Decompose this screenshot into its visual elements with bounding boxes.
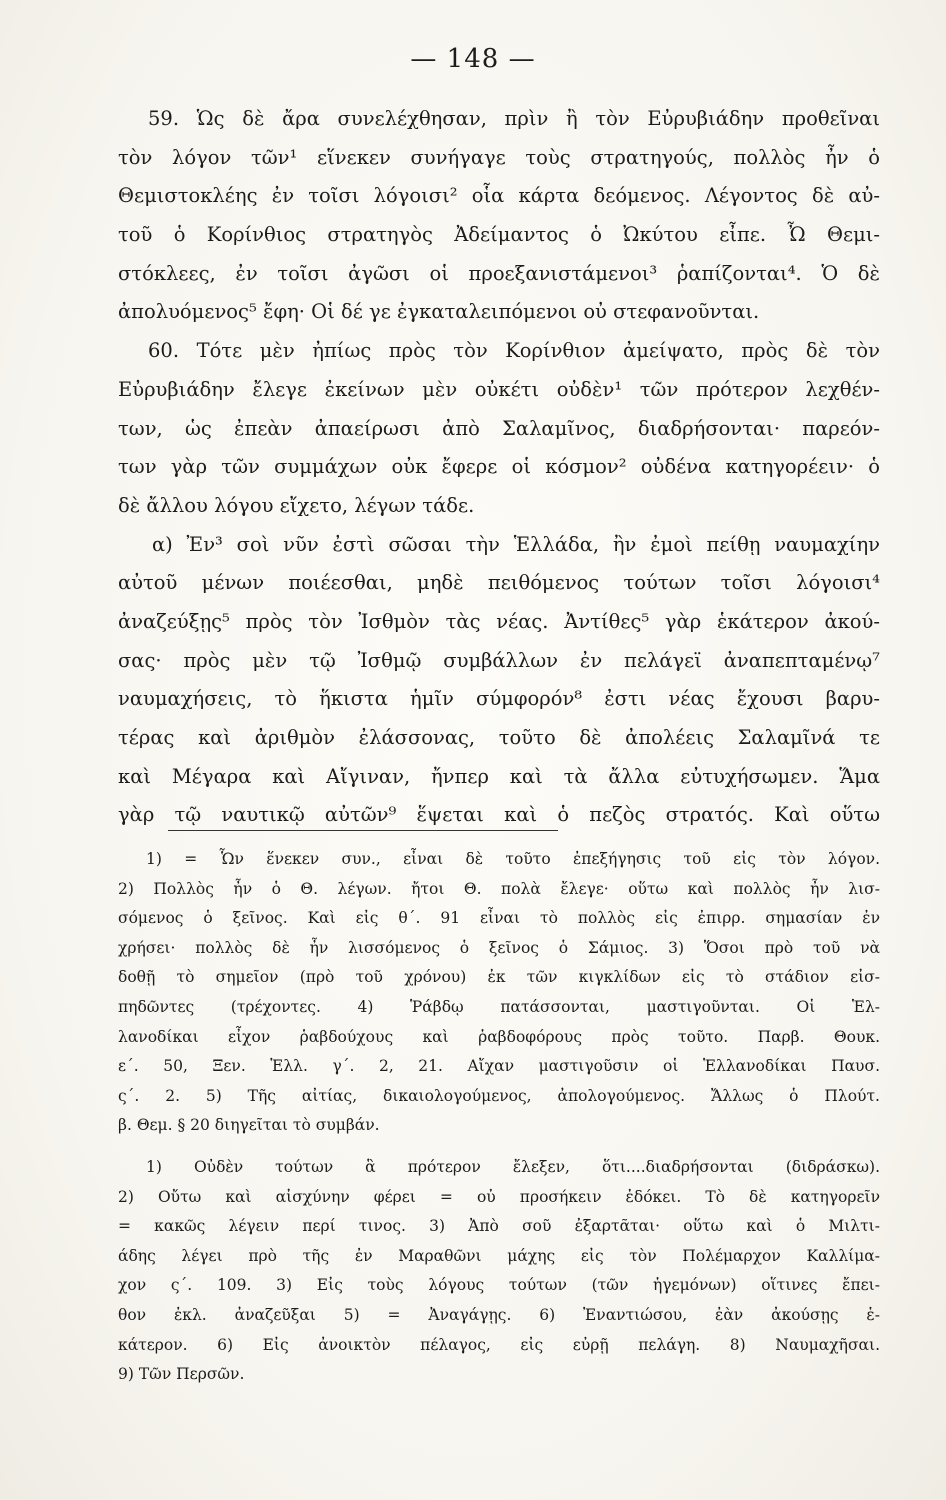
main-text [118,100,880,835]
text-line: αὐτοῦ μένων ποιέεσθαι, μηδὲ πειθόμενος τούτων τοῖσι λόγοισι⁴ [118,571,880,595]
footnote-line: κάτερον. 6) Εἰς ἀνοικτὸν πέλαγος, εἰς εὐρῇ πελάγη. 8) Ναυμαχῆσαι. [118,1335,880,1354]
text-line: των, ὡς ἐπεὰν ἀπαείρωσι ἀπὸ Σαλαμῖνος, διαδρήσονται· παρεόν- [118,416,880,440]
footnote-line: σόμενος ὁ ξεῖνος. Καὶ εἰς θ΄. 91 εἶναι τὸ πολλὸς εἰς ἐπιρρ. σημασίαν ἐν [118,909,880,928]
text-line: ἀναζεύξῃς⁵ πρὸς τὸν Ἰσθμὸν τὰς νέας. Ἀντίθες⁵ γὰρ ἑκάτερον ἀκού- [118,609,880,633]
footnote-line: 2) Πολλὸς ἦν ὁ Θ. λέγων. ἤτοι Θ. πολὰ ἔλεγε· οὕτω καὶ πολλὸς ἦν λισ- [118,879,880,898]
footnote-line: θον ἐκλ. ἀναζεῦξαι 5) = Ἀναγάγῃς. 6) Ἐναντιώσου, ἐὰν ἀκούσῃς ἑ- [118,1305,880,1324]
text-line: τὸν λόγον τῶν¹ εἵνεκεν συνήγαγε τοὺς στρατηγούς, πολλὸς ἦν ὁ [118,145,880,169]
footnote-line: ε΄. 50, Ξεν. Ἑλλ. γ΄. 2, 21. Αἴχαν μαστιγοῦσιν οἱ Ἑλλανοδίκαι Παυσ. [118,1057,880,1076]
footnote-line: πηδῶντες (τρέχοντες. 4) Ῥάβδῳ πατάσσονται, μαστιγοῦνται. Οἱ Ἑλ- [118,997,880,1016]
footnote-line: ς΄. 2. 5) Τῆς αἰτίας, δικαιολογούμενος, ἀπολογούμενος. Ἄλλως ὁ Πλούτ. [118,1086,880,1105]
text-line: στόκλεες, ἐν τοῖσι ἀγῶσι οἱ προεξανιστάμενοι³ ῥαπίζονται⁴. Ὁ δὲ [118,261,880,285]
text-line: τοῦ ὁ Κορίνθιος στρατηγὸς Ἀδείμαντος ὁ Ὠκύτου εἶπε. Ὦ Θεμι- [118,223,880,247]
footnote-line: 9) Τῶν Περσῶν. [118,1365,245,1384]
text-line: τέρας καὶ ἀριθμὸν ἐλάσσονας, τοῦτο δὲ ἀπολέεις Σαλαμῖνά τε [118,726,880,749]
footnote-line: δοθῇ τὸ σημεῖον (πρὸ τοῦ χρόνου) ἐκ τῶν κιγκλίδων εἰς τὸ στάδιον εἰσ- [118,968,880,987]
text-line: ναυμαχήσεις, τὸ ἥκιστα ἡμῖν σύμφορόν⁸ ἐστι νέας ἔχουσι βαρυ- [118,687,880,711]
footnote-line: 1) = Ὧν ἕνεκεν συν., εἶναι δὲ τοῦτο ἐπεξήγησις τοῦ εἰς τὸν λόγον. [146,850,880,868]
footnote-line: λανοδίκαι εἶχον ῥαβδούχους καὶ ῥαβδοφόρους πρὸς τοῦτο. Παρβ. Θουκ. [118,1027,880,1046]
text-line: α) Ἐν³ σοὶ νῦν ἐστὶ σῶσαι τὴν Ἑλλάδα, ἢν ἐμοὶ πείθῃ ναυμαχίην [152,532,880,556]
footnote-line: 2) Οὔτω καὶ αἰσχύνην φέρει = οὐ προσήκειν ἐδόκει. Τὸ δὲ κατηγορεῖν [118,1187,880,1206]
text-line: των γὰρ τῶν συμμάχων οὐκ ἔφερε οἱ κόσμον² οὐδένα κατηγορέειν· ὁ [118,455,880,479]
footnote-line: άδης λέγει πρὸ τῆς ἐν Μαραθῶνι μάχης εἰς τὸν Πολέμαρχον Καλλίμα- [118,1246,880,1265]
text-line: Εὐρυβιάδην ἔλεγε ἐκείνων μὲν οὐκέτι οὐδὲν¹ τῶν πρότερον λεχθέν- [118,377,880,401]
footnote-separator [168,830,558,831]
footnote-line: 1) Οὐδὲν τούτων ἃ πρότερον ἔλεξεν, ὅτι....διαδρήσονται (διδράσκω). [146,1158,880,1176]
footnotes-glossary [118,1153,880,1390]
footnote-line: χον ς΄. 109. 3) Εἰς τοὺς λόγους τούτων (τῶν ἡγεμόνων) οἵτινες ἔπει- [118,1276,880,1295]
text-line: 59. Ὡς δὲ ἄρα συνελέχθησαν, πρὶν ἢ τὸν Εὐρυβιάδην προθεῖναι [148,107,880,130]
text-line: καὶ Μέγαρα καὶ Αἴγιναν, ἤνπερ καὶ τὰ ἄλλα εὐτυχήσωμεν. Ἅμα [118,764,880,788]
text-line: Θεμιστοκλέης ἐν τοῖσι λόγοισι² οἷα κάρτα δεόμενος. Λέγοντος δὲ αὐ- [118,184,880,208]
text-line: ἀπολυόμενος⁵ ἔφη· Οἱ δέ γε ἐγκαταλειπόμενοι οὐ στεφανοῦνται. [118,300,760,324]
footnotes-commentary [118,845,880,1141]
footnote-line: β. Θεμ. § 20 διηγεῖται τὸ συμβάν. [118,1116,380,1135]
text-line: δὲ ἄλλου λόγου εἴχετο, λέγων τάδε. [118,493,475,517]
text-line: γὰρ τῷ ναυτικῷ αὐτῶν⁹ ἕψεται καὶ ὁ πεζὸς στρατός. Καὶ οὕτω [118,803,880,827]
page-number: — 148 — [410,44,536,74]
footnote-line: = κακῶς λέγειν περί τινος. 3) Ἀπὸ σοῦ ἐξαρτᾶται· οὕτω καὶ ὁ Μιλτι- [118,1217,880,1236]
text-line: σας· πρὸς μὲν τῷ Ἰσθμῷ συμβάλλων ἐν πελάγεϊ ἀναπεπταμένῳ⁷ [118,648,880,672]
text-line: 60. Τότε μὲν ἠπίως πρὸς τὸν Κορίνθιον ἀμείψατο, πρὸς δὲ τὸν [148,339,880,363]
footnote-line: χρήσει· πολλὸς δὲ ἦν λισσόμενος ὁ ξεῖνος ὁ Σάμιος. 3) Ὅσοι πρὸ τοῦ νὰ [118,938,880,957]
